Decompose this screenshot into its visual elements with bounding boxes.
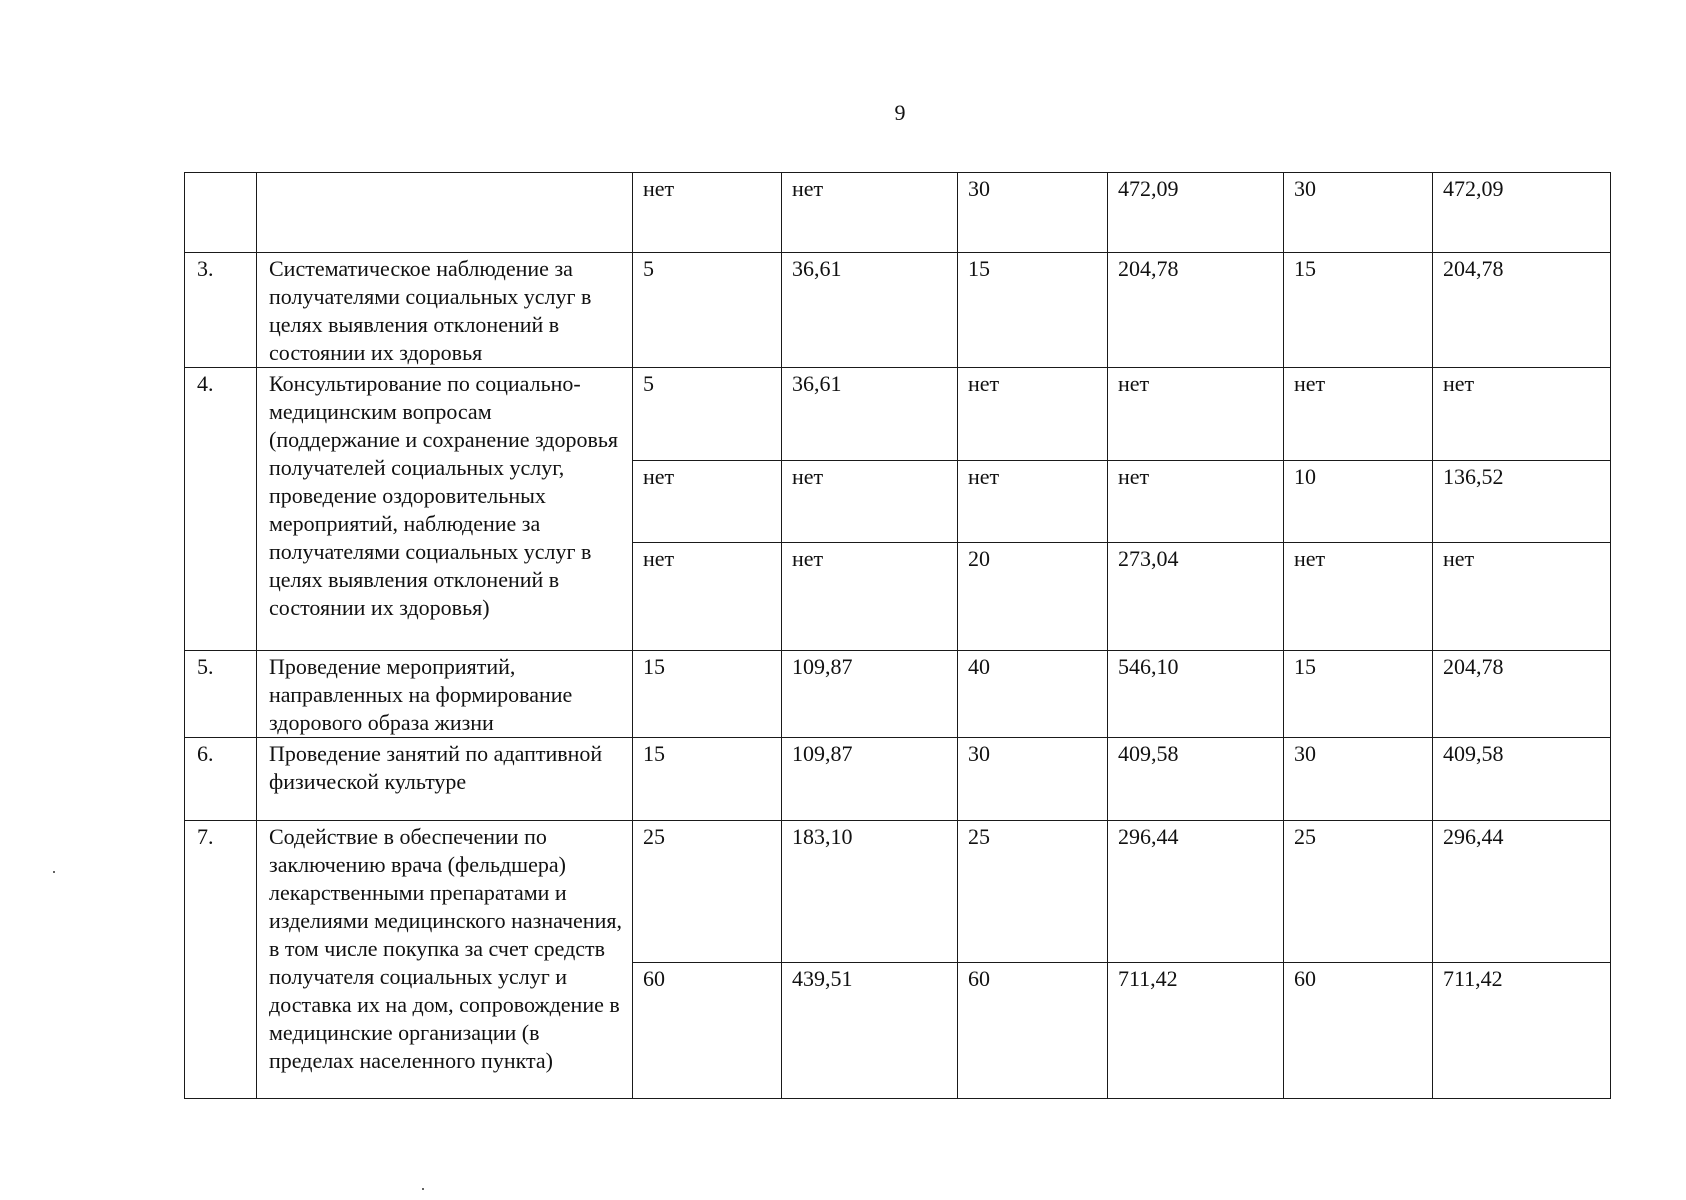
value-cell: 5: [633, 253, 782, 368]
row-number-cell: 3.: [185, 253, 257, 368]
scan-speck: [422, 1188, 424, 1190]
value-cell: 36,61: [782, 368, 958, 461]
table-row: [185, 173, 1611, 253]
value-cell: 5: [633, 368, 782, 461]
value-cell: 409,58: [1433, 738, 1611, 821]
value-cell: 136,52: [1433, 461, 1611, 543]
page-number: 9: [894, 100, 906, 125]
value-cell: 711,42: [1108, 963, 1284, 1099]
value-cell: 546,10: [1108, 651, 1284, 738]
value-cell: 30: [958, 173, 1108, 253]
table-row: [185, 368, 1611, 461]
scan-speck: [53, 871, 55, 873]
value-cell: 25: [1284, 821, 1433, 963]
value-cell: нет: [1108, 368, 1284, 461]
value-cell: нет: [633, 173, 782, 253]
value-cell: 36,61: [782, 253, 958, 368]
row-number-cell: 7.: [185, 821, 257, 1099]
value-cell: 472,09: [1433, 173, 1611, 253]
value-cell: нет: [1108, 461, 1284, 543]
table-row: [185, 651, 1611, 738]
row-number-cell: [185, 173, 257, 253]
value-cell: 25: [633, 821, 782, 963]
value-cell: 15: [633, 738, 782, 821]
value-cell: 296,44: [1433, 821, 1611, 963]
value-cell: 60: [958, 963, 1108, 1099]
value-cell: 30: [1284, 738, 1433, 821]
value-cell: нет: [633, 461, 782, 543]
value-cell: 439,51: [782, 963, 958, 1099]
value-cell: 711,42: [1433, 963, 1611, 1099]
value-cell: нет: [782, 173, 958, 253]
value-cell: 10: [1284, 461, 1433, 543]
value-cell: нет: [1433, 543, 1611, 651]
value-cell: 15: [958, 253, 1108, 368]
value-cell: 60: [633, 963, 782, 1099]
service-name-cell: Систематическое наблюдение за получателями социальных услуг в целях выявления отклонений в состоянии их здоровья: [257, 253, 633, 368]
value-cell: нет: [1284, 543, 1433, 651]
value-cell: нет: [782, 543, 958, 651]
value-cell: 273,04: [1108, 543, 1284, 651]
value-cell: нет: [958, 461, 1108, 543]
value-cell: 296,44: [1108, 821, 1284, 963]
value-cell: 109,87: [782, 738, 958, 821]
value-cell: 60: [1284, 963, 1433, 1099]
value-cell: 20: [958, 543, 1108, 651]
value-cell: 183,10: [782, 821, 958, 963]
table-row: [185, 253, 1611, 368]
table-row: [185, 738, 1611, 821]
value-cell: 15: [1284, 651, 1433, 738]
value-cell: 15: [1284, 253, 1433, 368]
row-number-cell: 4.: [185, 368, 257, 651]
services-table-body: [185, 173, 1611, 1099]
value-cell: 204,78: [1433, 651, 1611, 738]
table-row: [185, 821, 1611, 963]
value-cell: 204,78: [1108, 253, 1284, 368]
value-cell: 30: [1284, 173, 1433, 253]
value-cell: нет: [958, 368, 1108, 461]
value-cell: 472,09: [1108, 173, 1284, 253]
value-cell: 25: [958, 821, 1108, 963]
value-cell: 204,78: [1433, 253, 1611, 368]
value-cell: нет: [633, 543, 782, 651]
row-number-cell: 5.: [185, 651, 257, 738]
service-name-cell: Проведение занятий по адаптивной физической культуре: [257, 738, 633, 821]
services-table: [184, 172, 1611, 1099]
value-cell: 30: [958, 738, 1108, 821]
value-cell: нет: [1433, 368, 1611, 461]
value-cell: нет: [782, 461, 958, 543]
row-number-cell: 6.: [185, 738, 257, 821]
service-name-cell: Содействие в обеспечении по заключению врача (фельдшера) лекарственными препаратами и изделиями медицинского назначения, в том числе покупка за счет средств получателя социальных услуг и доставка их на дом, сопровождение в медицинские организации (в пределах населенного пункта): [257, 821, 633, 1099]
value-cell: 409,58: [1108, 738, 1284, 821]
value-cell: нет: [1284, 368, 1433, 461]
value-cell: 109,87: [782, 651, 958, 738]
value-cell: 40: [958, 651, 1108, 738]
value-cell: 15: [633, 651, 782, 738]
service-name-cell: Проведение мероприятий, направленных на формирование здорового образа жизни: [257, 651, 633, 738]
service-name-cell: [257, 173, 633, 253]
service-name-cell: Консультирование по социально-медицинским вопросам (поддержание и сохранение здоровья получателей социальных услуг, проведение оздоровительных мероприятий, наблюдение за получателями социальных услуг в целях выявления отклонений в состоянии их здоровья): [257, 368, 633, 651]
